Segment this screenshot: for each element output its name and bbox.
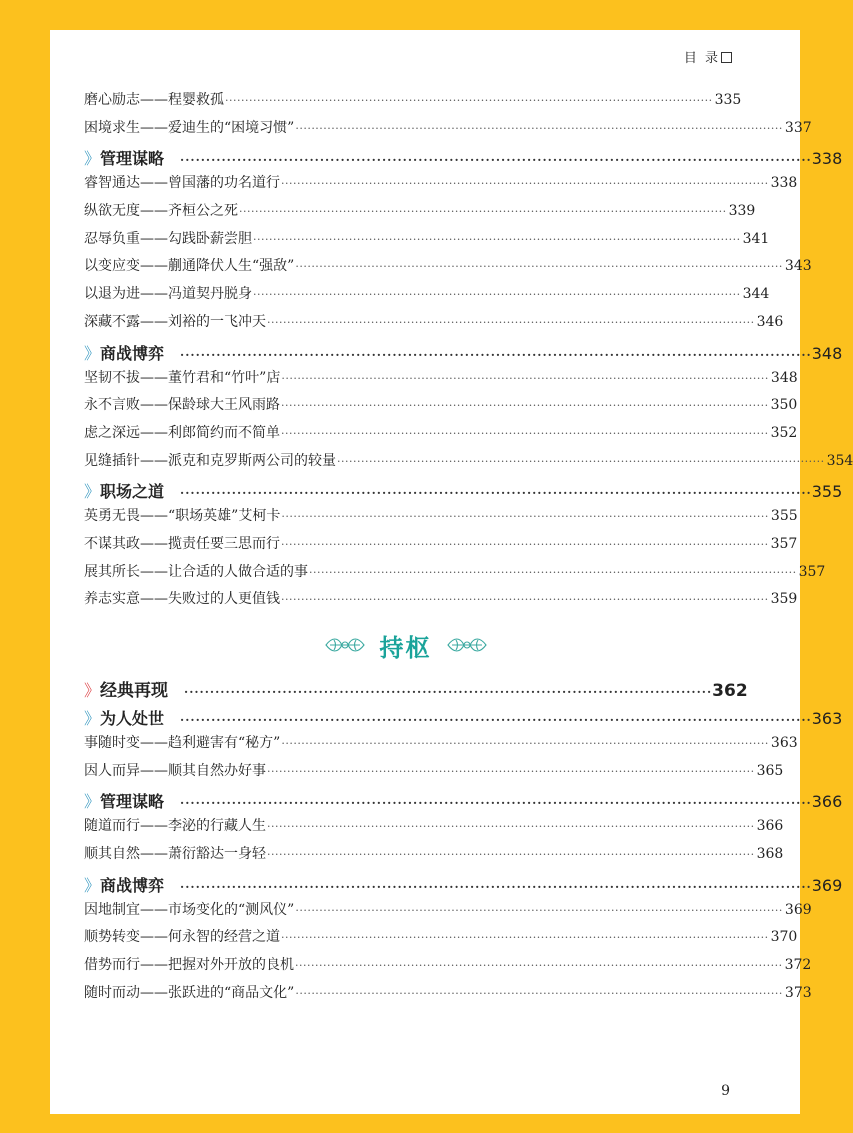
- section-page: 362: [712, 681, 748, 701]
- entry-title: 随时而动——张跃进的“商品文化”: [84, 984, 295, 1001]
- section-page: 355: [811, 482, 843, 502]
- double-chevron-icon: 》: [84, 709, 101, 728]
- dot-leader: ··························································································································: [180, 713, 812, 727]
- entry-page: 365: [756, 762, 784, 779]
- toc-entry[interactable]: [84, 586, 798, 614]
- dot-leader: ··························································································································: [225, 94, 713, 107]
- entry-title: 纵欲无度——齐桓公之死: [84, 203, 238, 220]
- section-heading[interactable]: [84, 875, 843, 897]
- double-chevron-icon: 》: [84, 343, 101, 363]
- section-title: 为人处世: [100, 709, 165, 728]
- section-title: 商战博弈: [100, 875, 165, 895]
- dot-leader: ··························································································································: [281, 593, 769, 607]
- dot-leader: ··························································································································: [239, 205, 727, 219]
- entry-page: 341: [742, 230, 770, 247]
- entry-page: 366: [756, 818, 784, 835]
- dot-leader: ··························································································································: [267, 315, 755, 329]
- toc-entry[interactable]: [84, 531, 798, 559]
- section-title: 经典再现: [100, 681, 169, 701]
- entry-title: 借势而行——把握对外开放的良机: [84, 957, 294, 974]
- scroll-ornament-right-icon: [446, 634, 488, 656]
- toc-entry[interactable]: [84, 253, 812, 281]
- entry-title: 以变应变——蒯通降伏人生“强敌”: [84, 258, 295, 275]
- toc-entry[interactable]: [84, 897, 812, 925]
- table-of-contents: [84, 87, 853, 1008]
- entry-page: 337: [784, 119, 812, 136]
- entry-title: 虑之深远——利郎简约而不简单: [84, 424, 280, 441]
- toc-entry[interactable]: [84, 952, 812, 980]
- toc-entry[interactable]: [84, 170, 798, 198]
- part-title: 持枢: [379, 632, 432, 662]
- entry-title: 事随时变——趋利避害有“秘方”: [84, 735, 281, 751]
- entry-title: 因人而异——顺其自然办好事: [84, 762, 266, 779]
- dot-leader: ··························································································································: [180, 796, 812, 811]
- section-heading[interactable]: [84, 708, 843, 730]
- toc-entry[interactable]: [84, 448, 853, 476]
- section-page: 369: [811, 875, 843, 895]
- dot-leader: ··························································································································: [295, 903, 783, 917]
- toc-entry[interactable]: [84, 281, 770, 309]
- dot-leader: ··························································································································: [281, 426, 769, 440]
- toc-entry[interactable]: [84, 503, 798, 531]
- toc-entry[interactable]: [84, 198, 756, 226]
- toc-entry[interactable]: [84, 115, 812, 143]
- entry-title: 磨心励志——程婴救孤: [84, 92, 224, 108]
- toc-entry[interactable]: [84, 87, 742, 115]
- entry-page: 343: [784, 258, 812, 275]
- dot-leader: ······································································································: [184, 685, 713, 699]
- dot-leader: ··························································································································: [281, 371, 769, 385]
- section-heading[interactable]: [84, 148, 843, 170]
- entry-title: 坚韧不拔——董竹君和“竹叶”店: [84, 369, 281, 386]
- entry-page: 344: [742, 286, 770, 303]
- entry-title: 困境求生——爱迪生的“困境习惯”: [84, 119, 295, 136]
- entry-title: 永不言败——保龄球大王风雨路: [84, 397, 280, 414]
- section-page: 363: [811, 709, 843, 728]
- section-heading[interactable]: [84, 791, 843, 813]
- double-chevron-icon: 》: [84, 875, 101, 895]
- section-heading[interactable]: [84, 343, 843, 365]
- section-title: 管理谋略: [100, 149, 165, 169]
- entry-page: 357: [798, 563, 826, 580]
- entry-page: 369: [784, 901, 812, 918]
- dot-leader: ··························································································································: [180, 153, 812, 168]
- dot-leader: ··························································································································: [281, 737, 769, 750]
- double-chevron-icon: 》: [84, 149, 101, 169]
- section-page: 338: [811, 149, 843, 169]
- page-number: 9: [721, 1083, 730, 1099]
- toc-entry[interactable]: [84, 226, 770, 254]
- dot-leader: ··························································································································: [281, 510, 769, 524]
- toc-entry[interactable]: [84, 309, 784, 337]
- running-header: [684, 47, 732, 66]
- dot-leader: ··························································································································: [253, 232, 741, 246]
- double-chevron-icon: 》: [84, 681, 101, 700]
- entry-page: 368: [756, 846, 784, 863]
- toc-entry[interactable]: [84, 813, 784, 841]
- entry-title: 英勇无畏——“职场英雄”艾柯卡: [84, 508, 281, 525]
- entry-page: 346: [756, 313, 784, 330]
- entry-title: 深藏不露——刘裕的一飞冲天: [84, 313, 266, 330]
- dot-leader: ··························································································································: [295, 260, 783, 274]
- entry-page: 370: [770, 929, 798, 946]
- dot-leader: ··························································································································: [281, 177, 769, 191]
- scroll-ornament-left-icon: [324, 634, 366, 656]
- dot-leader: ··························································································································: [337, 454, 825, 468]
- toc-entry[interactable]: [84, 392, 798, 420]
- part-heading: [84, 616, 727, 674]
- dot-leader: ··························································································································: [281, 399, 769, 413]
- entry-page: 354: [826, 452, 853, 469]
- entry-page: 335: [714, 92, 742, 108]
- dot-leader: ··························································································································: [295, 121, 783, 135]
- entry-page: 348: [770, 369, 798, 386]
- dot-leader: ··························································································································: [267, 848, 755, 862]
- entry-page: 363: [770, 735, 798, 751]
- section-title: 管理谋略: [100, 792, 165, 812]
- toc-entry[interactable]: [84, 559, 826, 587]
- dot-leader: ··························································································································: [281, 537, 769, 551]
- toc-part-two: [84, 708, 843, 1008]
- toc-entry[interactable]: [84, 924, 798, 952]
- entry-page: 359: [770, 591, 798, 608]
- entry-page: 355: [770, 508, 798, 525]
- dot-leader: ··························································································································: [267, 820, 755, 834]
- toc-page: [50, 30, 853, 1114]
- dot-leader: ··························································································································: [295, 959, 783, 973]
- dot-leader: ··························································································································: [180, 347, 812, 362]
- dot-leader: ··························································································································: [180, 879, 812, 894]
- double-chevron-icon: 》: [84, 792, 101, 812]
- header-text: 目 录: [683, 51, 720, 66]
- toc-entry[interactable]: [84, 365, 798, 393]
- entry-title: 以退为进——冯道契丹脱身: [84, 286, 252, 303]
- entry-page: 338: [770, 175, 798, 192]
- header-box-icon: [721, 52, 732, 63]
- toc-entry[interactable]: [84, 841, 784, 869]
- toc-entry[interactable]: [84, 730, 798, 758]
- section-title: 商战博弈: [100, 343, 165, 363]
- dot-leader: ··························································································································: [281, 931, 769, 945]
- entry-page: 339: [728, 203, 756, 220]
- dot-leader: ··························································································································: [295, 986, 783, 1000]
- dot-leader: ··························································································································: [267, 764, 755, 778]
- entry-title: 顺其自然——萧衍豁达一身轻: [84, 846, 266, 863]
- section-title: 职场之道: [100, 482, 165, 502]
- entry-page: 373: [784, 984, 812, 1001]
- section-page: 348: [811, 343, 843, 363]
- classic-section-heading[interactable]: [84, 680, 748, 702]
- entry-page: 350: [770, 397, 798, 414]
- entry-page: 352: [770, 424, 798, 441]
- section-heading[interactable]: [84, 481, 843, 503]
- entry-title: 展其所长——让合适的人做合适的事: [84, 563, 308, 580]
- entry-title: 睿智通达——曾国藩的功名道行: [84, 175, 280, 192]
- toc-entry[interactable]: [84, 758, 784, 786]
- toc-entry[interactable]: [84, 980, 812, 1008]
- entry-title: 忍辱负重——勾践卧薪尝胆: [84, 230, 252, 247]
- entry-page: 372: [784, 957, 812, 974]
- entry-title: 不谋其政——揽责任要三思而行: [84, 535, 280, 552]
- dot-leader: ··························································································································: [309, 565, 797, 579]
- toc-entry[interactable]: [84, 420, 798, 448]
- toc-part-one: [84, 87, 853, 614]
- section-page: 366: [811, 792, 843, 812]
- entry-title: 随道而行——李泌的行藏人生: [84, 818, 266, 835]
- entry-title: 见缝插针——派克和克罗斯两公司的较量: [84, 452, 336, 469]
- dot-leader: ··························································································································: [253, 288, 741, 302]
- double-chevron-icon: 》: [84, 482, 101, 502]
- entry-title: 因地制宜——市场变化的“测风仪”: [84, 901, 295, 918]
- dot-leader: ··························································································································: [180, 486, 812, 501]
- entry-title: 养志实意——失败过的人更值钱: [84, 591, 280, 608]
- entry-page: 357: [770, 535, 798, 552]
- entry-title: 顺势转变——何永智的经营之道: [84, 929, 280, 946]
